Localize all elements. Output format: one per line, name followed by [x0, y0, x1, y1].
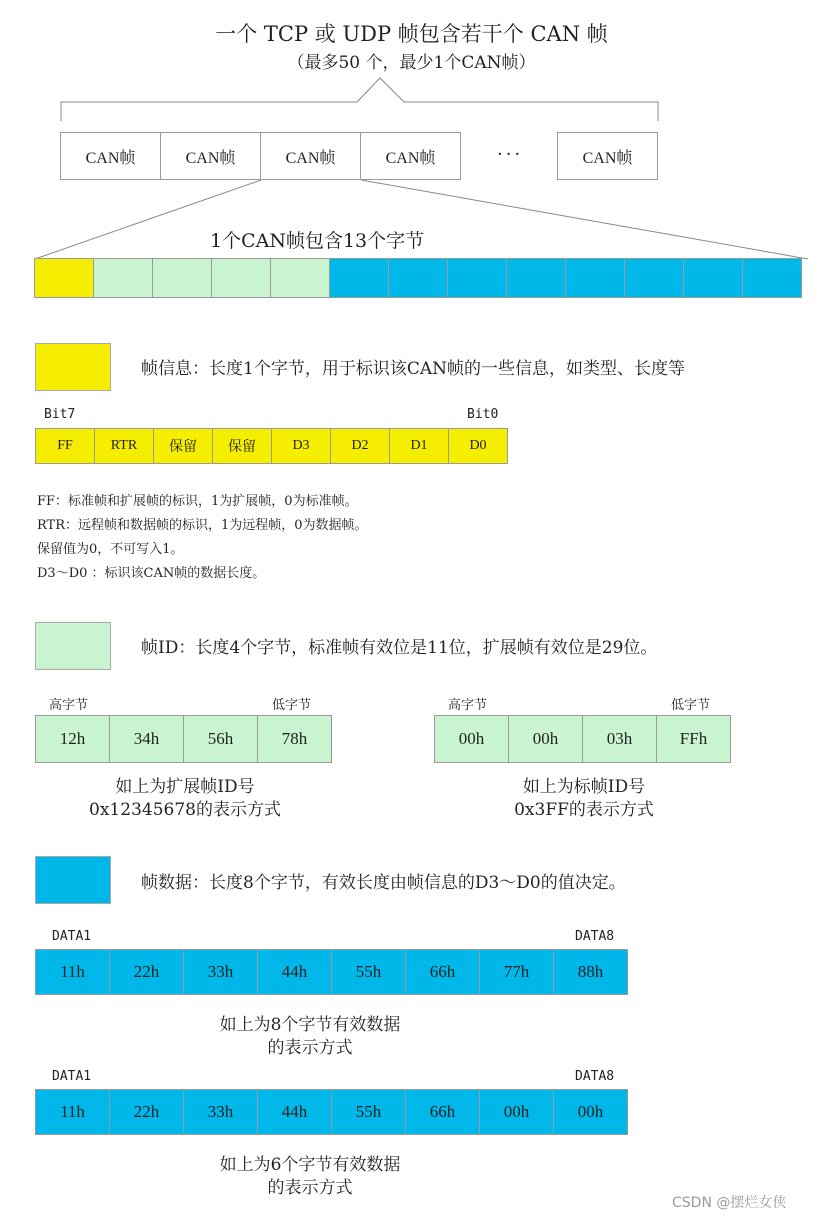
byte-frame-data — [506, 258, 566, 298]
bit7-label: Bit7 — [44, 407, 76, 422]
byte-frame-data — [388, 258, 448, 298]
byte-frame-data — [624, 258, 684, 298]
data-byte: 44h — [257, 949, 332, 995]
ex1-caption-line1: 如上为8个字节有效数据 — [219, 1015, 401, 1035]
data-byte: 44h — [257, 1089, 332, 1135]
note-dlc: D3～D0 ：标识该CAN帧的数据长度。 — [37, 566, 266, 581]
frame-ellipsis: ··· — [497, 144, 524, 165]
data-byte: 33h — [183, 1089, 258, 1135]
std-id-caption-line1: 如上为标帧ID号 — [522, 777, 646, 797]
std-id-caption-line2: 0x3FF的表示方式 — [514, 800, 654, 820]
byte-frame-data — [447, 258, 507, 298]
data-byte: 11h — [35, 1089, 110, 1135]
std-id-bytes — [435, 715, 731, 763]
ex1-caption-line2: 的表示方式 — [267, 1038, 353, 1058]
can-frame-box: CAN帧 — [260, 132, 361, 180]
data-byte: 22h — [109, 949, 184, 995]
id-byte: 78h — [257, 715, 332, 763]
ex2-caption — [160, 1154, 460, 1200]
page-subtitle: （最多50 个，最少1个CAN帧） — [287, 53, 536, 73]
byte-frame-info — [34, 258, 94, 298]
can-frame-box: CAN帧 — [360, 132, 461, 180]
bit-d0: D0 — [448, 428, 508, 464]
frame-info-bits — [36, 428, 508, 464]
bit-ff: FF — [35, 428, 95, 464]
can-frame-box: CAN帧 — [557, 132, 658, 180]
data-byte: 55h — [331, 1089, 406, 1135]
data-byte: 66h — [405, 949, 480, 995]
frame-info-notes — [37, 490, 368, 586]
note-ff: FF：标准帧和扩展帧的标识，1为扩展帧，0为标准帧。 — [37, 494, 358, 509]
can-frame-caption: 1个CAN帧包含13个字节 — [210, 230, 425, 252]
std-low-label: 低字节 — [671, 698, 711, 713]
frame-id-swatch — [35, 622, 111, 670]
ex2-data1-label: DATA1 — [52, 1069, 92, 1084]
byte-frame-data — [565, 258, 625, 298]
id-byte: 34h — [109, 715, 184, 763]
ex2-caption-line1: 如上为6个字节有效数据 — [219, 1155, 401, 1175]
ext-id-caption — [36, 776, 334, 822]
data-byte: 66h — [405, 1089, 480, 1135]
frame-data-desc: 帧数据：长度8个字节，有效长度由帧信息的D3～D0的值决定。 — [141, 873, 626, 893]
can-frame-box: CAN帧 — [60, 132, 161, 180]
id-byte: 00h — [508, 715, 583, 763]
ex1-data1-label: DATA1 — [52, 929, 92, 944]
data-byte: 00h — [553, 1089, 628, 1135]
id-byte: 12h — [35, 715, 110, 763]
frame-data-swatch — [35, 856, 111, 904]
data-byte: 11h — [35, 949, 110, 995]
ex2-data-bytes — [36, 1089, 628, 1135]
data-byte: 55h — [331, 949, 406, 995]
frame-info-swatch — [35, 343, 111, 391]
note-rtr: RTR：远程帧和数据帧的标识，1为远程帧，0为数据帧。 — [37, 518, 368, 533]
data-byte: 22h — [109, 1089, 184, 1135]
can-byte-bar — [35, 258, 802, 298]
bit-d2: D2 — [330, 428, 390, 464]
ex1-data-bytes — [36, 949, 628, 995]
bit-reserved: 保留 — [212, 428, 272, 464]
byte-frame-id — [93, 258, 153, 298]
frame-id-desc: 帧ID：长度4个字节，标准帧有效位是11位，扩展帧有效位是29位。 — [141, 638, 658, 658]
bit-d3: D3 — [271, 428, 331, 464]
id-byte: 56h — [183, 715, 258, 763]
byte-frame-id — [211, 258, 271, 298]
bit-reserved: 保留 — [153, 428, 213, 464]
data-byte: 77h — [479, 949, 554, 995]
watermark: CSDN @摆烂女侠 — [672, 1195, 787, 1211]
frame-info-desc: 帧信息：长度1个字节，用于标识该CAN帧的一些信息，如类型、长度等 — [141, 359, 685, 379]
ex1-caption — [160, 1014, 460, 1060]
ex2-data8-label: DATA8 — [575, 1069, 615, 1084]
byte-frame-data — [742, 258, 802, 298]
can-frame-row — [61, 132, 461, 180]
ext-low-label: 低字节 — [272, 698, 312, 713]
note-reserved: 保留值为0，不可写入1。 — [37, 542, 184, 557]
ex2-caption-line2: 的表示方式 — [267, 1178, 353, 1198]
ext-id-bytes — [36, 715, 332, 763]
bit-d1: D1 — [389, 428, 449, 464]
data-byte: 00h — [479, 1089, 554, 1135]
ext-high-label: 高字节 — [49, 698, 89, 713]
id-byte: FFh — [656, 715, 731, 763]
std-high-label: 高字节 — [448, 698, 488, 713]
bit-rtr: RTR — [94, 428, 154, 464]
ext-id-caption-line2: 0x12345678的表示方式 — [89, 800, 281, 820]
data-byte: 33h — [183, 949, 258, 995]
can-frame-row-last — [558, 132, 658, 180]
ext-id-caption-line1: 如上为扩展帧ID号 — [115, 777, 255, 797]
byte-frame-data — [329, 258, 389, 298]
id-byte: 00h — [434, 715, 509, 763]
can-frame-box: CAN帧 — [160, 132, 261, 180]
data-byte: 88h — [553, 949, 628, 995]
bit0-label: Bit0 — [467, 407, 499, 422]
ex1-data8-label: DATA8 — [575, 929, 615, 944]
byte-frame-data — [683, 258, 743, 298]
id-byte: 03h — [582, 715, 657, 763]
page-title: 一个 TCP 或 UDP 帧包含若干个 CAN 帧 — [215, 22, 608, 46]
byte-frame-id — [152, 258, 212, 298]
std-id-caption — [435, 776, 733, 822]
byte-frame-id — [270, 258, 330, 298]
